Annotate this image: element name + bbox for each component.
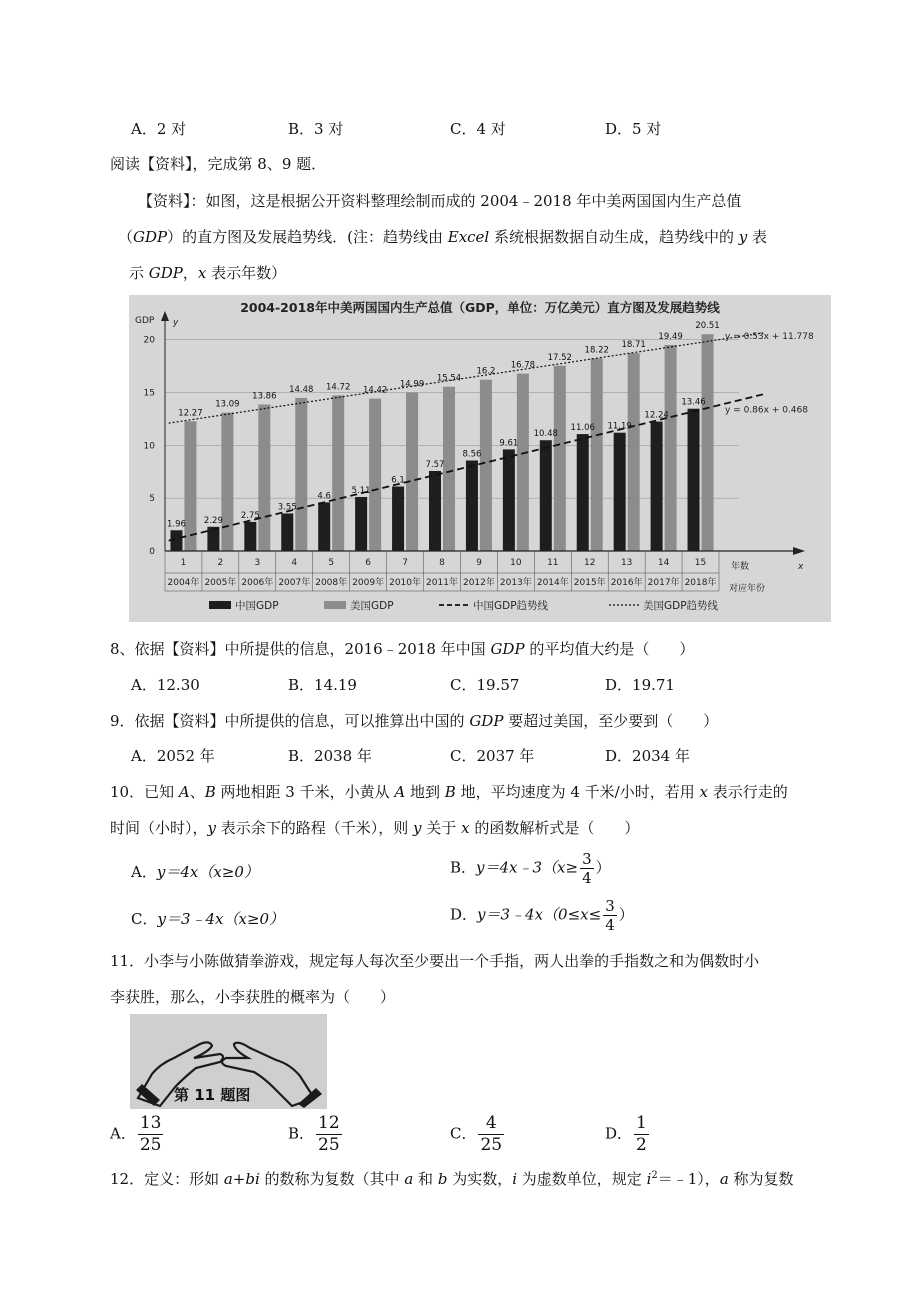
x-tick-label: 4 [291,558,298,568]
bar-usa [480,380,492,551]
q11-option-c: C． $\frac{4}{25}$ [450,1113,503,1155]
data-label-usa: 14.48 [289,384,314,395]
q11-stem-line-2: 李获胜，那么，小李获胜的概率为（ ） [110,988,396,1006]
bar-usa [332,395,344,551]
year-label: 2011年 [426,578,458,588]
year-label: 2007年 [278,578,311,588]
y-axis-label: GDP [135,316,155,326]
x-tick-label: 12 [584,558,596,568]
material-line-2: （GDP）的直方图及发展趋势线．(注：趋势线由 Excel 系统根据数据自动生成，趋势线中的 y 表 [118,228,768,246]
bar-usa [665,345,677,551]
q11-stem-line-1: 11．小李与小陈做猜拳游戏，规定每人每次至少要出一个手指，两人出拳的手指数之和为偶数时小 [110,952,760,970]
q8-stem: 8、依据【资料】中所提供的信息，2016﹣2018 年中国 GDP 的平均值大约是（ ） [110,640,695,658]
q11-option-d: D． $\frac{1}{2}$ [605,1113,647,1155]
bar-usa [628,353,640,551]
bar-china [244,522,256,551]
data-label-usa: 14.42 [362,385,388,396]
bar-usa [702,334,714,551]
bar-usa [443,387,455,551]
chart-title: 2004-2018年中美两国国内生产总值（GDP，单位：万亿美元）直方图及发展趋势线 [240,300,720,315]
data-label-china: 5.11 [351,485,371,496]
data-label-china: 8.56 [462,449,482,460]
year-label: 2008年 [315,578,348,588]
bar-china [429,471,441,551]
q7-option-a: A．2 对 [131,120,187,138]
bar-usa [591,358,603,551]
x-axis-arrow-icon [793,547,805,555]
data-label-china: 9.61 [499,438,519,449]
data-label-china: 10.48 [533,429,558,440]
bar-china [318,502,330,551]
x-axis-var: x [798,562,804,572]
data-label-china: 7.57 [425,459,445,470]
data-label-usa: 13.86 [252,391,277,402]
year-label: 2012年 [462,578,495,588]
legend-label-china-trend: 中国GDP趋势线 [473,600,549,612]
data-label-usa: 16.78 [510,360,536,371]
y-tick-label: 0 [149,547,155,557]
q10-option-d: D．y＝3﹣4x（0≤x≤ $\frac{3}{4}$ ） [450,897,634,934]
year-label: 2014年 [536,578,569,588]
x-tick-label: 2 [217,558,224,568]
q12-stem: 12．定义：形如 a+bi 的数称为复数（其中 a 和 b 为实数，i 为虚数单位，规定 $i^2=﹣1$），a 称为复数 [110,1170,794,1188]
bar-usa [295,398,307,551]
bar-usa [554,366,566,551]
data-label-china: 12.24 [644,410,669,421]
q7-option-b: B．3 对 [288,120,344,138]
legend-label-china: 中国GDP [235,600,279,612]
gdp-chart-svg [129,295,831,622]
bar-china [651,422,663,551]
data-label-china: 2.75 [240,510,260,521]
bar-china [577,434,589,551]
year-label: 2009年 [352,578,385,588]
q9-option-b: B．2038 年 [288,747,372,765]
q8-option-a: A．12.30 [131,676,200,694]
y-axis-var: y [173,318,179,328]
bar-usa [369,399,381,551]
data-label-china: 4.6 [317,491,331,502]
data-label-usa: 17.52 [547,352,572,363]
q7-option-d: D．5 对 [605,120,662,138]
data-label-usa: 20.51 [695,321,720,332]
data-label-china: 2.29 [203,515,223,526]
q10-stem-line-1: 10．已知 A、B 两地相距 3 千米，小黄从 A 地到 B 地，平均速度为 4 千米/小时，若用 x 表示行走的 [110,783,788,801]
gdp-chart [129,295,831,622]
data-label-usa: 18.22 [584,345,609,356]
reading-prompt: 阅读【资料】，完成第 8、9 题． [110,155,327,173]
year-label: 2006年 [241,578,274,588]
hands-illustration [130,1014,327,1109]
x-tick-label: 8 [439,558,445,568]
data-label-china: 11.06 [570,423,595,434]
legend-label-usa: 美国GDP [350,600,394,612]
q10-option-b: B．y＝4x﹣3（x≥ $\frac{3}{4}$ ） [450,850,611,887]
year-label: 2015年 [573,578,606,588]
bar-china [281,513,293,551]
data-label-usa: 19.49 [658,331,683,342]
x-tick-label: 14 [657,558,670,568]
q11-option-b: B． $\frac{12}{25}$ [288,1113,340,1155]
x-tick-label: 3 [254,558,261,568]
x-tick-label: 11 [547,558,559,568]
q9-option-d: D．2034 年 [605,747,690,765]
x-tick-label: 6 [365,558,372,568]
bar-usa [517,374,529,551]
data-label-usa: 18.71 [621,340,646,351]
data-label-china: 6.1 [391,475,405,486]
q9-stem: 9．依据【资料】中所提供的信息，可以推算出中国的 GDP 要超过美国，至少要到（ ） [110,712,719,730]
x-tick-label: 5 [328,558,335,568]
bar-usa [258,404,270,551]
bar-china [466,461,478,551]
bar-china [540,440,552,551]
bar-china [688,409,700,551]
bar-usa [406,393,418,551]
x-tick-label: 9 [476,558,482,568]
data-label-usa: 14.99 [399,379,425,390]
y-tick-label: 15 [143,388,155,399]
y-tick-label: 10 [143,441,155,452]
data-label-china: 3.55 [277,502,297,513]
bar-china [355,497,367,551]
y-tick-label: 5 [149,494,155,505]
x-tick-label: 13 [620,558,633,568]
x-tick-label: 7 [402,558,408,568]
data-label-usa: 14.72 [326,382,351,393]
q8-option-d: D．19.71 [605,676,675,694]
q11-option-a: A． $\frac{13}{25}$ [110,1113,162,1155]
trend-equation-china: y = 0.86x + 0.468 [725,405,808,416]
y-tick-label: 20 [143,335,155,346]
material-line-3: 示 GDP，x 表示年数） [129,264,287,282]
data-label-usa: 13.09 [215,399,240,410]
q11-figure [130,1014,327,1109]
x-tick-label: 1 [180,558,187,568]
trend-equation-usa: y = 0.53x + 11.778 [725,331,814,342]
legend-swatch-china [209,601,231,609]
bar-china [392,487,404,551]
year-label: 2004年 [167,578,200,588]
q10-option-c: C．y＝3﹣4x（x≥0） [131,910,285,928]
q9-option-c: C．2037 年 [450,747,535,765]
data-label-usa: 16.2 [476,366,496,377]
x-tick-label: 10 [510,558,522,568]
year-label: 2018年 [684,578,717,588]
bar-china [503,449,515,551]
x-tick-label: 15 [694,558,707,568]
q10-option-a: A．y＝4x（x≥0） [131,863,259,881]
year-label: 2010年 [389,578,422,588]
year-label: 2017年 [647,578,680,588]
year-row-label: 对应年份 [729,584,766,594]
data-label-usa: 12.27 [178,408,203,419]
q8-option-c: C．19.57 [450,676,520,694]
q9-option-a: A．2052 年 [131,747,215,765]
bar-usa [184,421,196,551]
data-label-china: 1.96 [166,519,186,530]
material-line-1: 【资料】：如图，这是根据公开资料整理绘制而成的 2004﹣2018 年中美两国国内生产总值 [138,192,742,210]
data-label-china: 13.46 [681,397,706,408]
x-axis-label: 年数 [731,562,750,572]
data-label-usa: 15.54 [436,373,462,384]
figure-caption: 第 11 题图 [174,1086,251,1104]
q10-stem-line-2: 时间（小时），y 表示余下的路程（千米），则 y 关于 x 的函数解析式是（ ） [110,819,640,837]
legend-label-usa-trend: 美国GDP趋势线 [643,600,719,612]
y-axis-arrow-icon [161,311,169,321]
bar-china [614,433,626,551]
bar-usa [221,413,233,551]
q8-option-b: B．14.19 [288,676,357,694]
year-label: 2016年 [610,578,643,588]
legend-swatch-usa [324,601,346,609]
year-label: 2005年 [204,578,237,588]
year-label: 2013年 [499,578,532,588]
data-label-china: 11.19 [607,421,632,432]
q7-option-c: C．4 对 [450,120,506,138]
